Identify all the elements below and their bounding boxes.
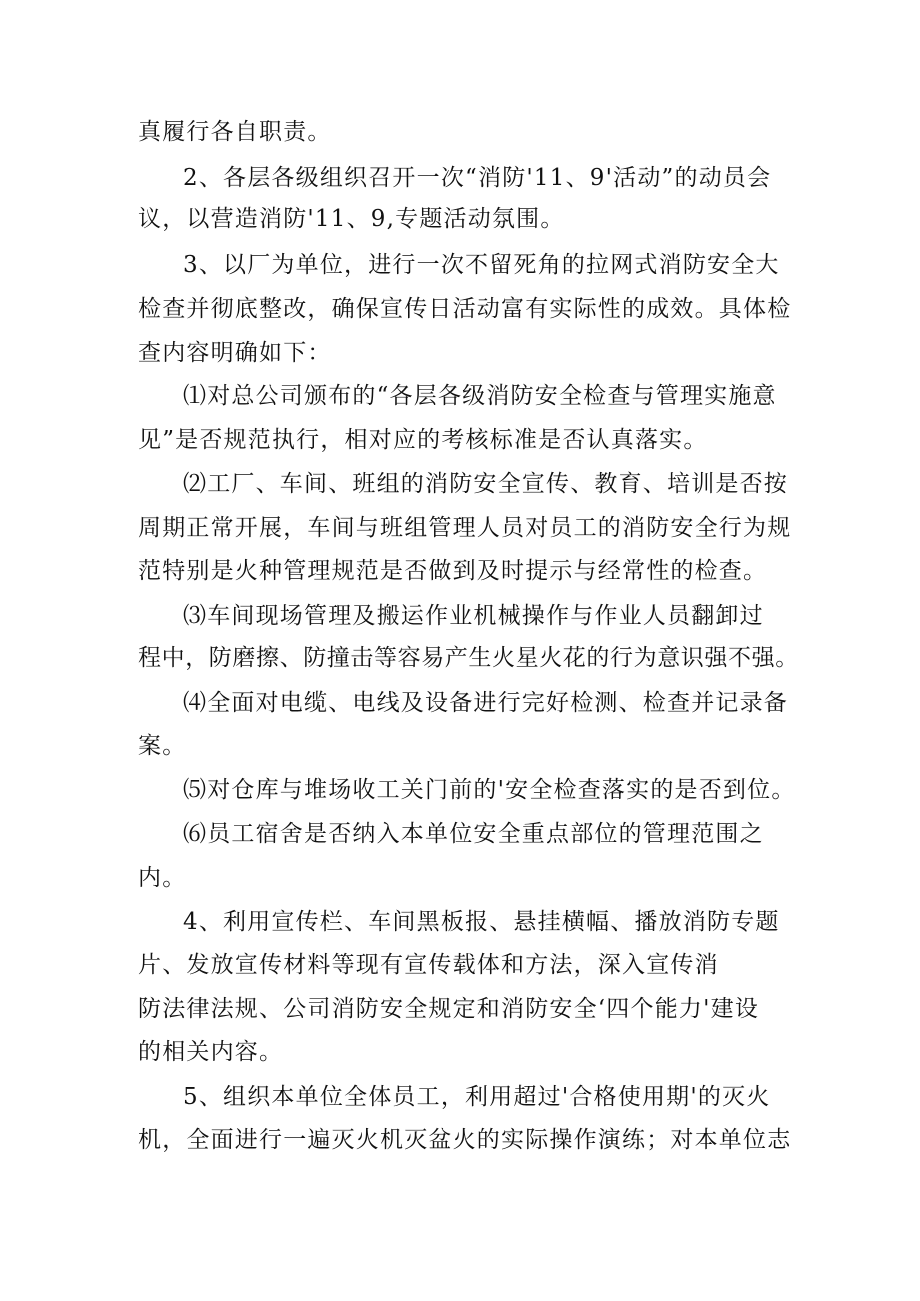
text-line: 查内容明确如下： — [138, 340, 332, 366]
text-line: 3、以厂为单位，进行一次不留死角的拉网式消防安全大 — [183, 252, 780, 278]
text-line: 程中，防磨擦、防撞击等容易产生火星火花的行为意识强不强。 — [138, 645, 799, 671]
text-line: 内。 — [138, 865, 187, 891]
text-line: ⑶车间现场管理及搬运作业机械操作与作业人员翻卸过 — [183, 603, 764, 629]
text-line: 的相关内容。 — [138, 1039, 284, 1065]
text-line: 见”是否规范执行，相对应的考核标准是否认真落实。 — [138, 427, 708, 453]
text-line: 案。 — [138, 733, 187, 759]
text-line: 检查并彻底整改，确保宣传日活动富有实际性的成效。具体检 — [138, 296, 792, 322]
text-line: 4、利用宣传栏、车间黑板报、悬挂横幅、播放消防专题 — [183, 909, 780, 935]
text-line: 真履行各自职责。 — [138, 119, 332, 145]
text-line: 议，以营造消防'11、9,专题活动氛围。 — [138, 206, 565, 232]
text-line: 防法律法规、公司消防安全规定和消防安全‘四个能力'建设 — [138, 996, 760, 1022]
text-line: ⑷全面对电缆、电线及设备进行完好检测、检查并记录备 — [183, 690, 788, 716]
text-line: ⑴对总公司颁布的“各层各级消防安全检查与管理实施意 — [183, 383, 777, 409]
text-line: 片、发放宣传材料等现有宣传载体和方法，深入宣传消 — [138, 952, 719, 978]
text-line: ⑹员工宿舍是否纳入本单位安全重点部位的管理范围之 — [183, 821, 764, 847]
text-line: ⑸对仓库与堆场收工关门前的'安全检查落实的是否到位。 — [183, 777, 796, 803]
text-line: 范特别是火种管理规范是否做到及时提示与经常性的检查。 — [138, 558, 768, 584]
text-line: 2、各层各级组织召开一次“消防'11、9'活动”的动员会 — [183, 165, 772, 191]
text-line: ⑵工厂、车间、班组的消防安全宣传、教育、培训是否按 — [183, 471, 788, 497]
text-line: 5、组织本单位全体员工，利用超过'合格使用期'的灭火 — [183, 1084, 771, 1110]
text-line: 机，全面进行一遍灭火机灭盆火的实际操作演练；对本单位志 — [138, 1127, 792, 1153]
text-line: 周期正常开展，车间与班组管理人员对员工的消防安全行为规 — [138, 515, 792, 541]
